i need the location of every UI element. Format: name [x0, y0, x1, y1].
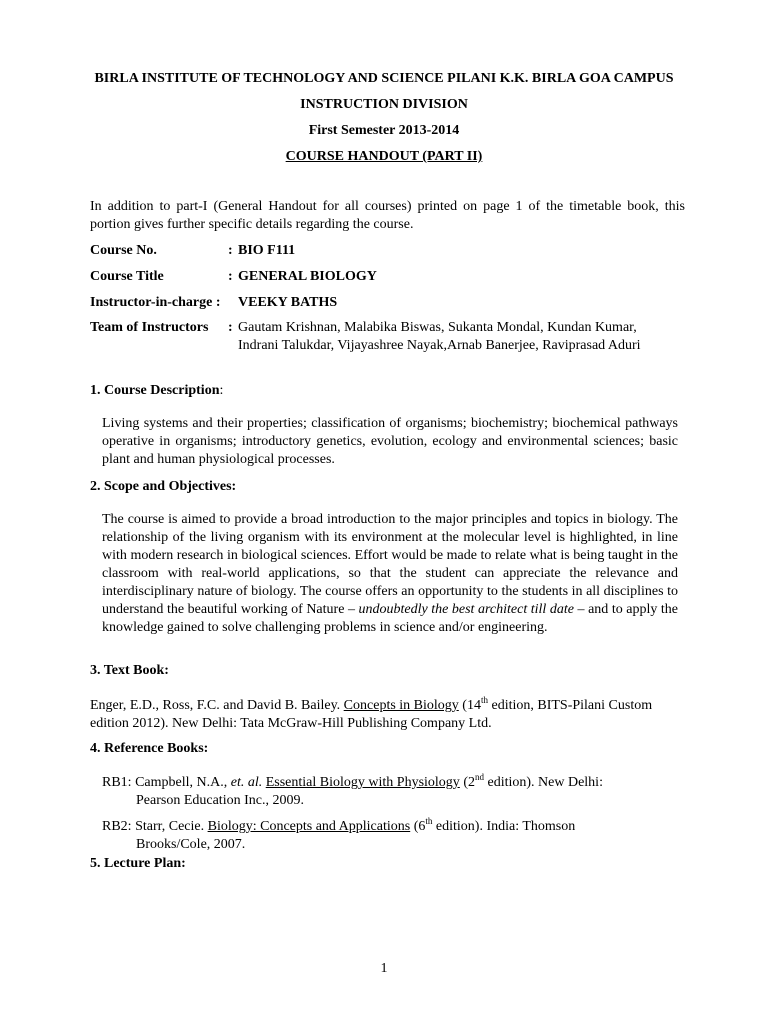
- institute-title: BIRLA INSTITUTE OF TECHNOLOGY AND SCIENCE PILANI K.K. BIRLA GOA CAMPUS: [94, 71, 674, 86]
- reference-item: [102, 818, 575, 836]
- reference-line2: Brooks/Cole, 2007.: [136, 837, 246, 852]
- textbook-edition-pre: (14: [462, 698, 481, 713]
- reference-ed-post: edition). India: Thomson: [435, 819, 576, 834]
- scope-paragraph: [102, 511, 678, 637]
- reference-ed-sup: nd: [474, 772, 484, 782]
- instructor-label: Instructor-in-charge :: [90, 295, 221, 310]
- scope-text-part2: – and to apply the knowledge gained to solve challenging problems in science and/or engineering.: [102, 602, 679, 635]
- description-paragraph: Living systems and their properties; classification of organisms; biochemistry; biochemical pathways operative in organisms; introductory genetics, evolution, ecology and environmental sciences; basic plant and human physiological processes.: [102, 416, 678, 467]
- reference-ed-post: edition). New Delhi:: [487, 775, 603, 790]
- course-title-value: GENERAL BIOLOGY: [238, 269, 377, 284]
- scope-text-part1: The course is aimed to provide a broad introduction to the major principles and topics in biology. The relationship of the living organism with its environment at the molecular level is highlighted, in line with modern research in biological sciences. Effort would be made to relate what is being taught in the classroom with real-world applications, so that the student can appreciate the relevance and interdisciplinary nature of biology. The course offers an opportunity to the students in all disciplines to understand the beautiful working of Nature –: [102, 512, 678, 617]
- textbook-edition-sup: th: [480, 695, 488, 705]
- reference-ed-sup: th: [425, 816, 433, 826]
- reference-authors: Starr, Cecie.: [135, 819, 205, 834]
- reference-id: RB2:: [102, 819, 132, 834]
- intro-paragraph: In addition to part-I (General Handout for all courses) printed on page 1 of the timetable book, this portion gives further specific details regarding the course.: [90, 199, 685, 232]
- description-heading-colon: :: [219, 383, 224, 398]
- handout-title: [0, 148, 768, 166]
- reference-title: Biology: Concepts and Applications: [207, 819, 411, 834]
- reference-authors: Campbell, N.A.,: [135, 775, 228, 790]
- team-value: Gautam Krishnan, Malabika Biswas, Sukanta Mondal, Kundan Kumar, Indrani Talukdar, Vijayashree Nayak,Arnab Banerjee, Raviprasad Aduri: [238, 320, 641, 353]
- description-heading-text: 1. Course Description: [90, 383, 220, 398]
- instructor-value: VEEKY BATHS: [238, 295, 338, 310]
- textbook-citation: [90, 697, 690, 733]
- team-colon: :: [228, 320, 233, 335]
- reference-ed-pre: (2: [463, 775, 475, 790]
- course-title-colon: :: [228, 269, 233, 284]
- course-title-label: Course Title: [90, 269, 164, 284]
- scope-heading: 2. Scope and Objectives:: [90, 479, 237, 494]
- division-title: INSTRUCTION DIVISION: [300, 97, 468, 112]
- description-heading: [90, 382, 223, 400]
- course-no-colon: :: [228, 243, 233, 258]
- course-no-value: BIO F111: [238, 243, 296, 258]
- handout-title-text: COURSE HANDOUT (PART II): [285, 149, 483, 164]
- course-no-label: Course No.: [90, 243, 157, 258]
- reference-heading: 4. Reference Books:: [90, 741, 209, 756]
- reference-line2: Pearson Education Inc., 2009.: [136, 793, 304, 808]
- scope-text-italic: undoubtedly the best architect till date: [358, 602, 574, 617]
- lecture-plan-heading: 5. Lecture Plan:: [90, 856, 186, 871]
- reference-ed-pre: (6: [413, 819, 426, 834]
- reference-title: Essential Biology with Physiology: [265, 775, 460, 790]
- textbook-authors: Enger, E.D., Ross, F.C. and David B. Bailey.: [90, 698, 341, 713]
- reference-etal: et. al.: [230, 775, 263, 790]
- reference-item: [102, 774, 603, 792]
- page-number: 1: [380, 961, 388, 976]
- team-label: Team of Instructors: [90, 320, 209, 335]
- textbook-edition-post: edition, BITS-Pilani Custom edition 2012). New Delhi: Tata McGraw-Hill Publishing Company Ltd.: [90, 698, 653, 731]
- reference-id: RB1:: [102, 775, 132, 790]
- textbook-heading: 3. Text Book:: [90, 663, 169, 678]
- textbook-title: Concepts in Biology: [343, 698, 459, 713]
- semester-title: First Semester 2013-2014: [308, 123, 460, 138]
